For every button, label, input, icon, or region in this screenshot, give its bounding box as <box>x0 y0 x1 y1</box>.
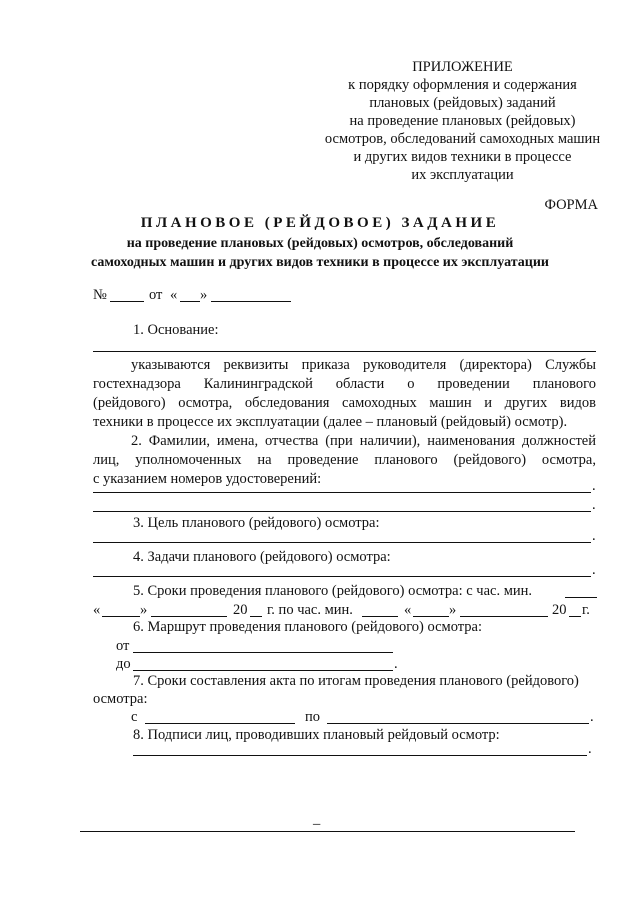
start-mid-text: г. по час. мин. <box>267 602 353 618</box>
persons-field-2[interactable] <box>93 511 591 512</box>
subtitle-line: на проведение плановых (рейдовых) осмотров, обследований <box>126 236 514 251</box>
close-quote: » <box>200 287 208 303</box>
start-day-field[interactable] <box>102 616 140 617</box>
end-close-quote: » <box>449 602 457 618</box>
goal-field[interactable] <box>93 542 591 543</box>
section-5-label: 5. Сроки проведения планового (рейдового) осмотра: с час. мин. <box>133 583 533 599</box>
act-from-label: с <box>131 709 138 725</box>
section-2-text <box>93 432 596 470</box>
footer-rule <box>80 831 575 832</box>
act-to-field[interactable] <box>327 723 589 724</box>
act-from-field[interactable] <box>145 723 295 724</box>
route-from-label: от <box>116 638 130 654</box>
section-1-note <box>93 356 596 413</box>
end-year-field[interactable] <box>569 616 581 617</box>
signatures-field[interactable] <box>133 755 587 756</box>
section-2-line: 2. Фамилии, имена, отчества (при наличии), наименования должностей <box>131 433 596 449</box>
appendix-line: к порядку оформления и содержания <box>348 77 577 93</box>
persons-field-1[interactable] <box>93 492 591 493</box>
note-last-line: техники в процессе их эксплуатации (далее – плановый (рейдовый) осмотр). <box>93 414 568 430</box>
end-year-suffix: г. <box>582 602 590 618</box>
end-day-field[interactable] <box>413 616 449 617</box>
section-7-label: 7. Сроки составления акта по итогам проведения планового (рейдового) <box>133 673 579 689</box>
field-dot: . <box>590 709 594 725</box>
route-from-field[interactable] <box>133 652 393 653</box>
appendix-header <box>290 58 635 184</box>
appendix-line: осмотров, обследований самоходных машин <box>324 131 601 147</box>
field-dot: . <box>588 741 592 757</box>
route-to-field[interactable] <box>133 670 393 671</box>
from-label: от <box>149 287 163 303</box>
section-6-label: 6. Маршрут проведения планового (рейдового) осмотра: <box>133 619 483 635</box>
route-to-label: до <box>116 656 131 672</box>
start-month-field[interactable] <box>151 616 227 617</box>
section-8-label: 8. Подписи лиц, проводивших плановый рейдовый осмотр: <box>133 727 500 743</box>
appendix-line: и других видов техники в процессе <box>353 149 572 165</box>
start-year-prefix: 20 <box>233 602 248 618</box>
start-year-field[interactable] <box>250 616 262 617</box>
start-close-quote: » <box>140 602 148 618</box>
appendix-line: их эксплуатации <box>411 167 514 183</box>
open-quote: « <box>170 287 178 303</box>
field-dot: . <box>592 562 596 578</box>
section-4-label: 4. Задачи планового (рейдового) осмотра: <box>133 549 391 565</box>
number-field[interactable] <box>110 301 144 302</box>
basis-field[interactable] <box>93 351 596 352</box>
section-2-line: лиц, уполномоченных на проведение планового (рейдового) осмотра, <box>93 452 596 468</box>
tasks-field[interactable] <box>93 576 591 577</box>
footer-mark: – <box>313 816 321 832</box>
act-to-label: по <box>305 709 321 725</box>
start-open-quote: « <box>93 602 101 618</box>
field-dot: . <box>592 478 596 494</box>
appendix-line: на проведение плановых (рейдовых) <box>349 113 576 129</box>
end-open-quote: « <box>404 602 412 618</box>
document-title: ПЛАНОВОЕ (РЕЙДОВОЕ) ЗАДАНИЕ <box>140 215 500 231</box>
note-line: (рейдового) осмотра, обследования самоходных машин и других видов <box>93 395 596 411</box>
section-3-label: 3. Цель планового (рейдового) осмотра: <box>133 515 380 531</box>
section-2-last-line: с указанием номеров удостоверений: <box>93 471 322 487</box>
date-month-field[interactable] <box>211 301 291 302</box>
appendix-line: плановых (рейдовых) заданий <box>369 95 556 111</box>
start-time-field[interactable] <box>565 597 597 598</box>
field-dot: . <box>592 528 596 544</box>
end-time-field[interactable] <box>362 616 398 617</box>
note-line: гостехнадзора Калининградской области о проведении планового <box>93 376 596 392</box>
end-year-prefix: 20 <box>552 602 567 618</box>
section-1-label: 1. Основание: <box>133 322 219 338</box>
number-label: № <box>93 287 107 303</box>
appendix-title: ПРИЛОЖЕНИЕ <box>412 59 513 75</box>
section-7-label-cont: осмотра: <box>93 691 148 707</box>
form-label: ФОРМА <box>544 197 598 213</box>
date-day-field[interactable] <box>180 301 200 302</box>
subtitle-line: самоходных машин и других видов техники в процессе их эксплуатации <box>91 255 549 270</box>
field-dot: . <box>592 497 596 513</box>
document-subtitle <box>40 234 600 272</box>
end-month-field[interactable] <box>460 616 548 617</box>
field-dot: . <box>394 656 398 672</box>
note-line: указываются реквизиты приказа руководителя (директора) Службы <box>131 357 596 373</box>
